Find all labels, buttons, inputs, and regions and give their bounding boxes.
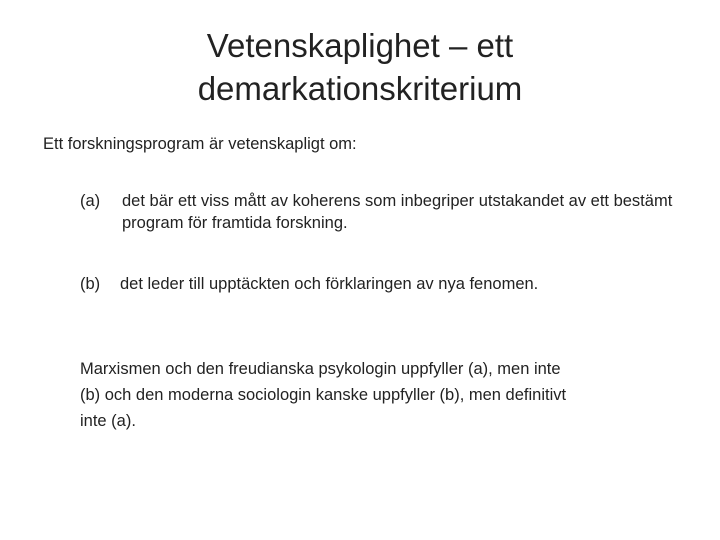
slide-title-line-2: demarkationskriterium [197, 70, 523, 107]
list-item-a-text: det bär ett viss mått av koherens som inbegriper utstakandet av ett bestämt program för framtida forskning. [122, 192, 673, 232]
list-item-a [80, 190, 690, 234]
slide-title-line-1: Vetenskaplighet – ett [206, 27, 514, 64]
intro-text: Ett forskningsprogram är vetenskapligt om: [43, 135, 357, 153]
conclusion-line-1: Marxismen och den freudianska psykologin uppfyller (a), men inte [80, 360, 561, 378]
list-item-b-marker: (b) [80, 275, 101, 293]
conclusion-line-3: inte (a). [80, 412, 136, 430]
list-item-b-text: det leder till upptäckten och förklaringen av nya fenomen. [120, 275, 539, 293]
conclusion-paragraph [80, 356, 670, 434]
conclusion-line-2: (b) och den moderna sociologin kanske uppfyller (b), men definitivt [80, 386, 567, 404]
list-item-b [80, 273, 690, 295]
list-item-a-marker: (a) [80, 192, 101, 210]
slide-title [100, 24, 620, 110]
